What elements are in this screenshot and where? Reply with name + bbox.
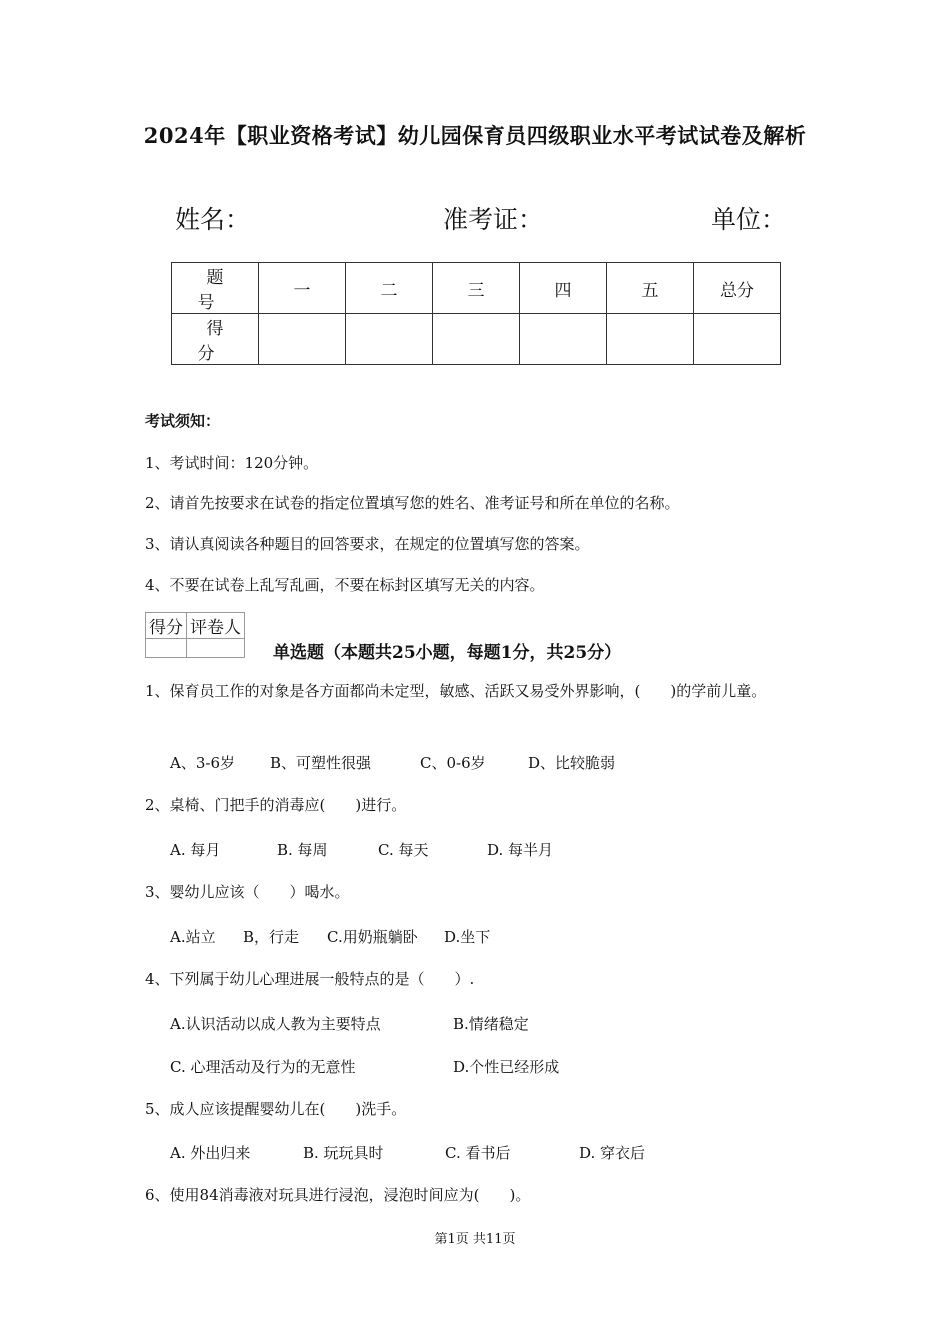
- exam-title: 2024年【职业资格考试】幼儿园保育员四级职业水平考试试卷及解析: [143, 123, 807, 148]
- option: B，行走: [243, 928, 300, 946]
- section-3-score-cell: [433, 314, 520, 365]
- score-table-score-row: [172, 314, 781, 365]
- question-stem: 5、成人应该提醒婴幼儿在( )洗手。: [145, 1100, 407, 1118]
- notice-heading: 考试须知：: [145, 412, 221, 430]
- exam-id-label: 准考证：: [443, 205, 544, 234]
- unit-label: 单位：: [711, 205, 787, 234]
- score-row-label: 得 分: [172, 314, 259, 365]
- section-3-header: 三: [433, 263, 520, 314]
- grader-score-cell: [146, 639, 187, 658]
- option: B. 每周: [277, 841, 328, 859]
- candidate-info-row: [0, 200, 950, 240]
- option: C、0-6岁: [420, 754, 486, 772]
- section-4-header: 四: [520, 263, 607, 314]
- section-4-score-cell: [520, 314, 607, 365]
- option: C. 心理活动及行为的无意性: [170, 1058, 356, 1076]
- total-score-cell: [694, 314, 781, 365]
- total-header: 总分: [694, 263, 781, 314]
- option: C. 每天: [378, 841, 429, 859]
- grader-score-label: 得分: [146, 613, 187, 639]
- section-2-score-cell: [346, 314, 433, 365]
- notice-item: 1、考试时间：120分钟。: [145, 454, 319, 472]
- question-stem: 3、婴幼儿应该（ ）喝水。: [145, 883, 350, 901]
- option: D.坐下: [444, 928, 491, 946]
- option: A.站立: [170, 928, 216, 946]
- option: B.情绪稳定: [453, 1015, 529, 1033]
- name-label: 姓名：: [175, 205, 251, 234]
- option: A. 每月: [170, 841, 221, 859]
- question-stem: 2、桌椅、门把手的消毒应( )进行。: [145, 796, 407, 814]
- option: B. 玩玩具时: [303, 1144, 384, 1162]
- option: D. 穿衣后: [579, 1144, 646, 1162]
- notice-item: 2、请首先按要求在试卷的指定位置填写您的姓名、准考证号和所在单位的名称。: [145, 494, 680, 512]
- option: A、3-6岁: [170, 754, 235, 772]
- option: D、比较脆弱: [528, 754, 616, 772]
- question-stem: 6、使用84消毒液对玩具进行浸泡，浸泡时间应为( )。: [145, 1186, 531, 1204]
- score-table-header-row: [172, 263, 781, 314]
- section-5-score-cell: [607, 314, 694, 365]
- option: C.用奶瓶躺卧: [327, 928, 418, 946]
- grader-name-cell: [187, 639, 245, 658]
- option: D. 每半月: [487, 841, 554, 859]
- option: A. 外出归来: [170, 1144, 251, 1162]
- grader-name-label: 评卷人: [187, 613, 245, 639]
- section-1-header: 一: [259, 263, 346, 314]
- question-number-label: 题 号: [172, 263, 259, 314]
- option: A.认识活动以成人教为主要特点: [170, 1015, 381, 1033]
- notice-item: 3、请认真阅读各种题目的回答要求，在规定的位置填写您的答案。: [145, 535, 590, 553]
- notice-item: 4、不要在试卷上乱写乱画，不要在标封区填写无关的内容。: [145, 576, 545, 594]
- score-table: [171, 262, 781, 365]
- section-1-score-cell: [259, 314, 346, 365]
- option: D.个性已经形成: [453, 1058, 560, 1076]
- section-2-header: 二: [346, 263, 433, 314]
- section-heading: 单选题（本题共25小题，每题1分，共25分）: [273, 643, 622, 663]
- option: B、可塑性很强: [270, 754, 372, 772]
- page-footer: 第1页 共11页: [434, 1232, 516, 1247]
- grader-box: [145, 612, 245, 658]
- question-stem: 1、保育员工作的对象是各方面都尚未定型，敏感、活跃又易受外界影响，( )的学前儿童。: [145, 682, 767, 700]
- option: C. 看书后: [445, 1144, 511, 1162]
- question-stem: 4、下列属于幼儿心理进展一般特点的是（ ）.: [145, 970, 475, 988]
- section-5-header: 五: [607, 263, 694, 314]
